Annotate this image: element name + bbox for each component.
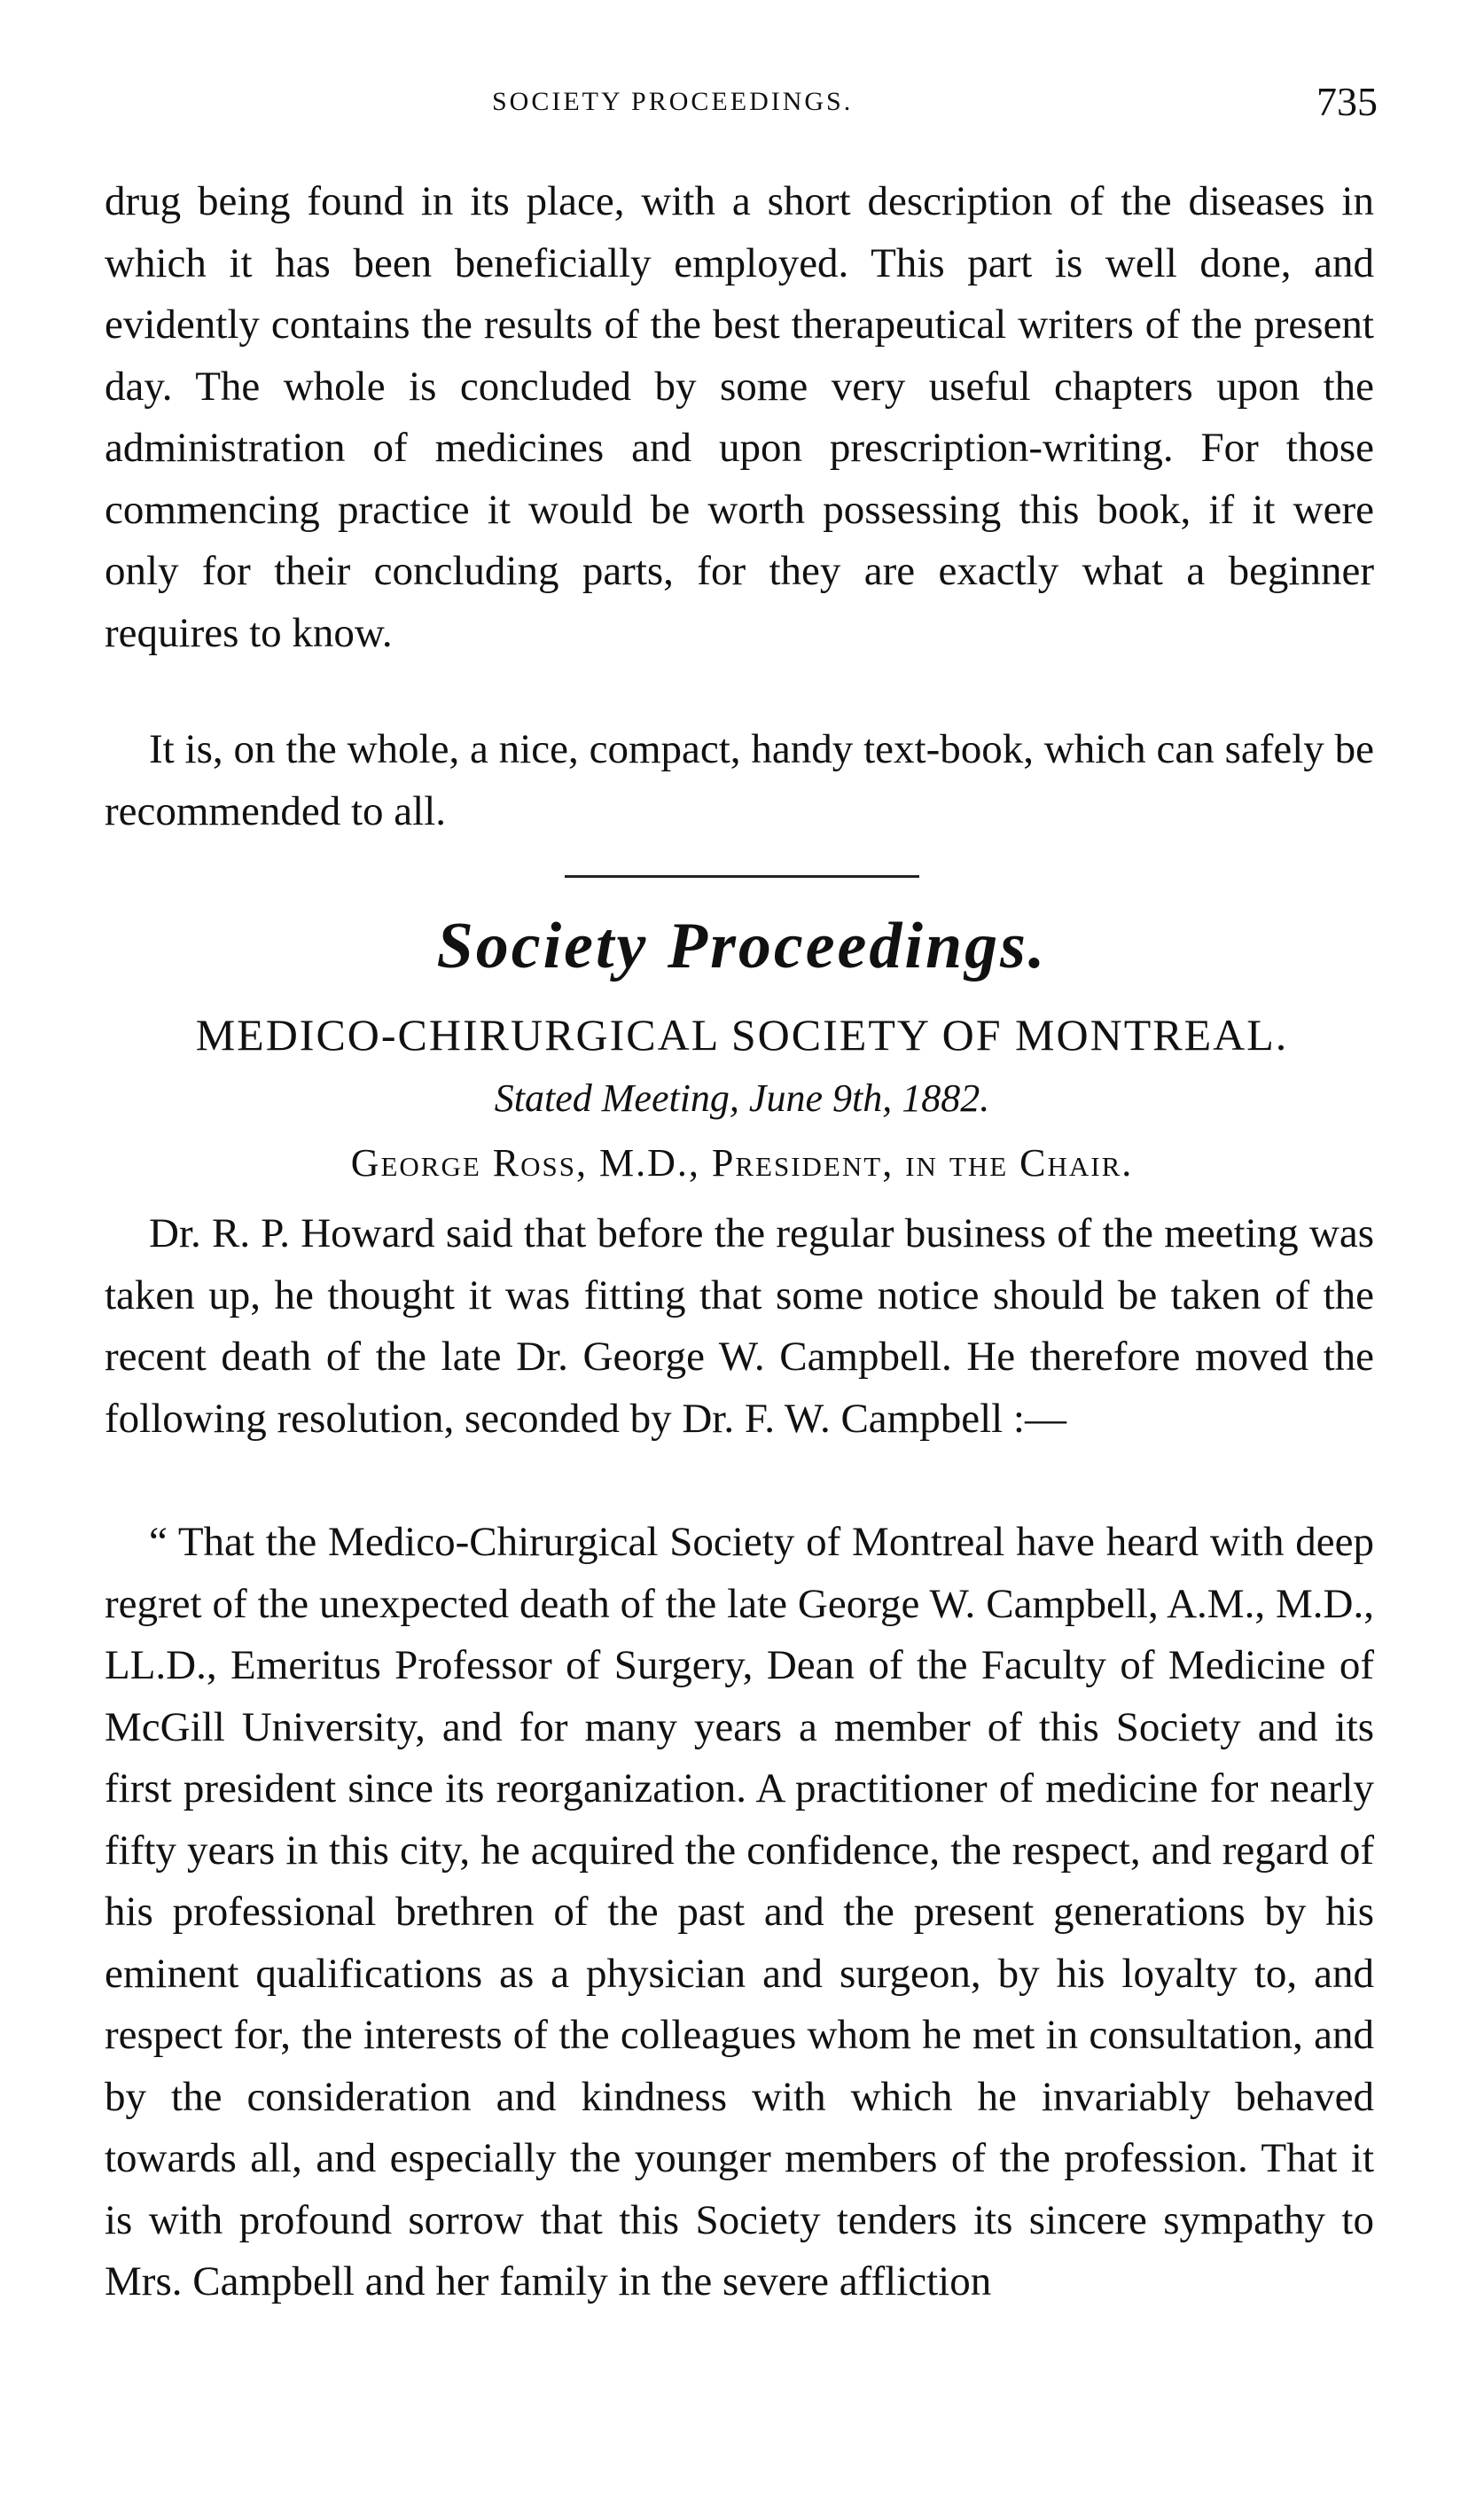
society-name-heading: MEDICO-CHIRURGICAL SOCIETY OF MONTREAL. xyxy=(195,1010,1289,1060)
review-paragraph-continued: drug being found in its place, with a short description of the diseases in which it has been beneficially employed. This part is well done, and evidently contains the results of the best therapeutical writers of the present day. The whole is concluded by some very useful chapters upon the administration of medicines and upon prescription-writing. For those commencing practice it would be worth possessing this book, if it were only for their concluding parts, for they are exactly what a beginner requires to know. xyxy=(105,178,1374,656)
meeting-date-line: Stated Meeting, June 9th, 1882. xyxy=(494,1076,990,1120)
running-header xyxy=(0,78,1484,131)
page-number: 735 xyxy=(1316,79,1378,124)
chair-line: George Ross, M.D., President, in the Chair. xyxy=(350,1141,1134,1185)
review-paragraph-conclusion: It is, on the whole, a nice, compact, handy text-book, which can safely be recommended to all. xyxy=(105,726,1374,834)
section-title: Society Proceedings. xyxy=(436,910,1048,982)
howard-motion-paragraph: Dr. R. P. Howard said that before the regular business of the meeting was taken up, he thought it was fitting that some notice should be taken of the recent death of the late Dr. George W. Campbell. He therefore moved the following resolution, seconded by Dr. F. W. Campbell :— xyxy=(105,1210,1374,1442)
running-title: SOCIETY PROCEEDINGS. xyxy=(492,87,854,116)
resolution-paragraph: “ That the Medico-Chirurgical Society of Montreal have heard with deep regret of the unexpected death of the late George W. Campbell, A.M., M.D., LL.D., Emeritus Professor of Surgery, Dean of the Faculty of Medicine of McGill University, and for many years a member of this Society and its first president since its reorganization. A practitioner of medicine for nearly fifty years in this city, he acquired the confidence, the respect, and regard of his professional brethren of the past and the present generations by his eminent qualifications as a physician and surgeon, by his loyalty to, and respect for, the interests of the colleagues whom he met in consultation, and by the consideration and kindness with which he invariably behaved towards all, and especially the younger members of the profession. That it is with profound sorrow that this Society tenders its sincere sympathy to Mrs. Campbell and her family in the severe affliction xyxy=(105,1519,1374,2304)
section-divider-rule xyxy=(565,875,919,878)
